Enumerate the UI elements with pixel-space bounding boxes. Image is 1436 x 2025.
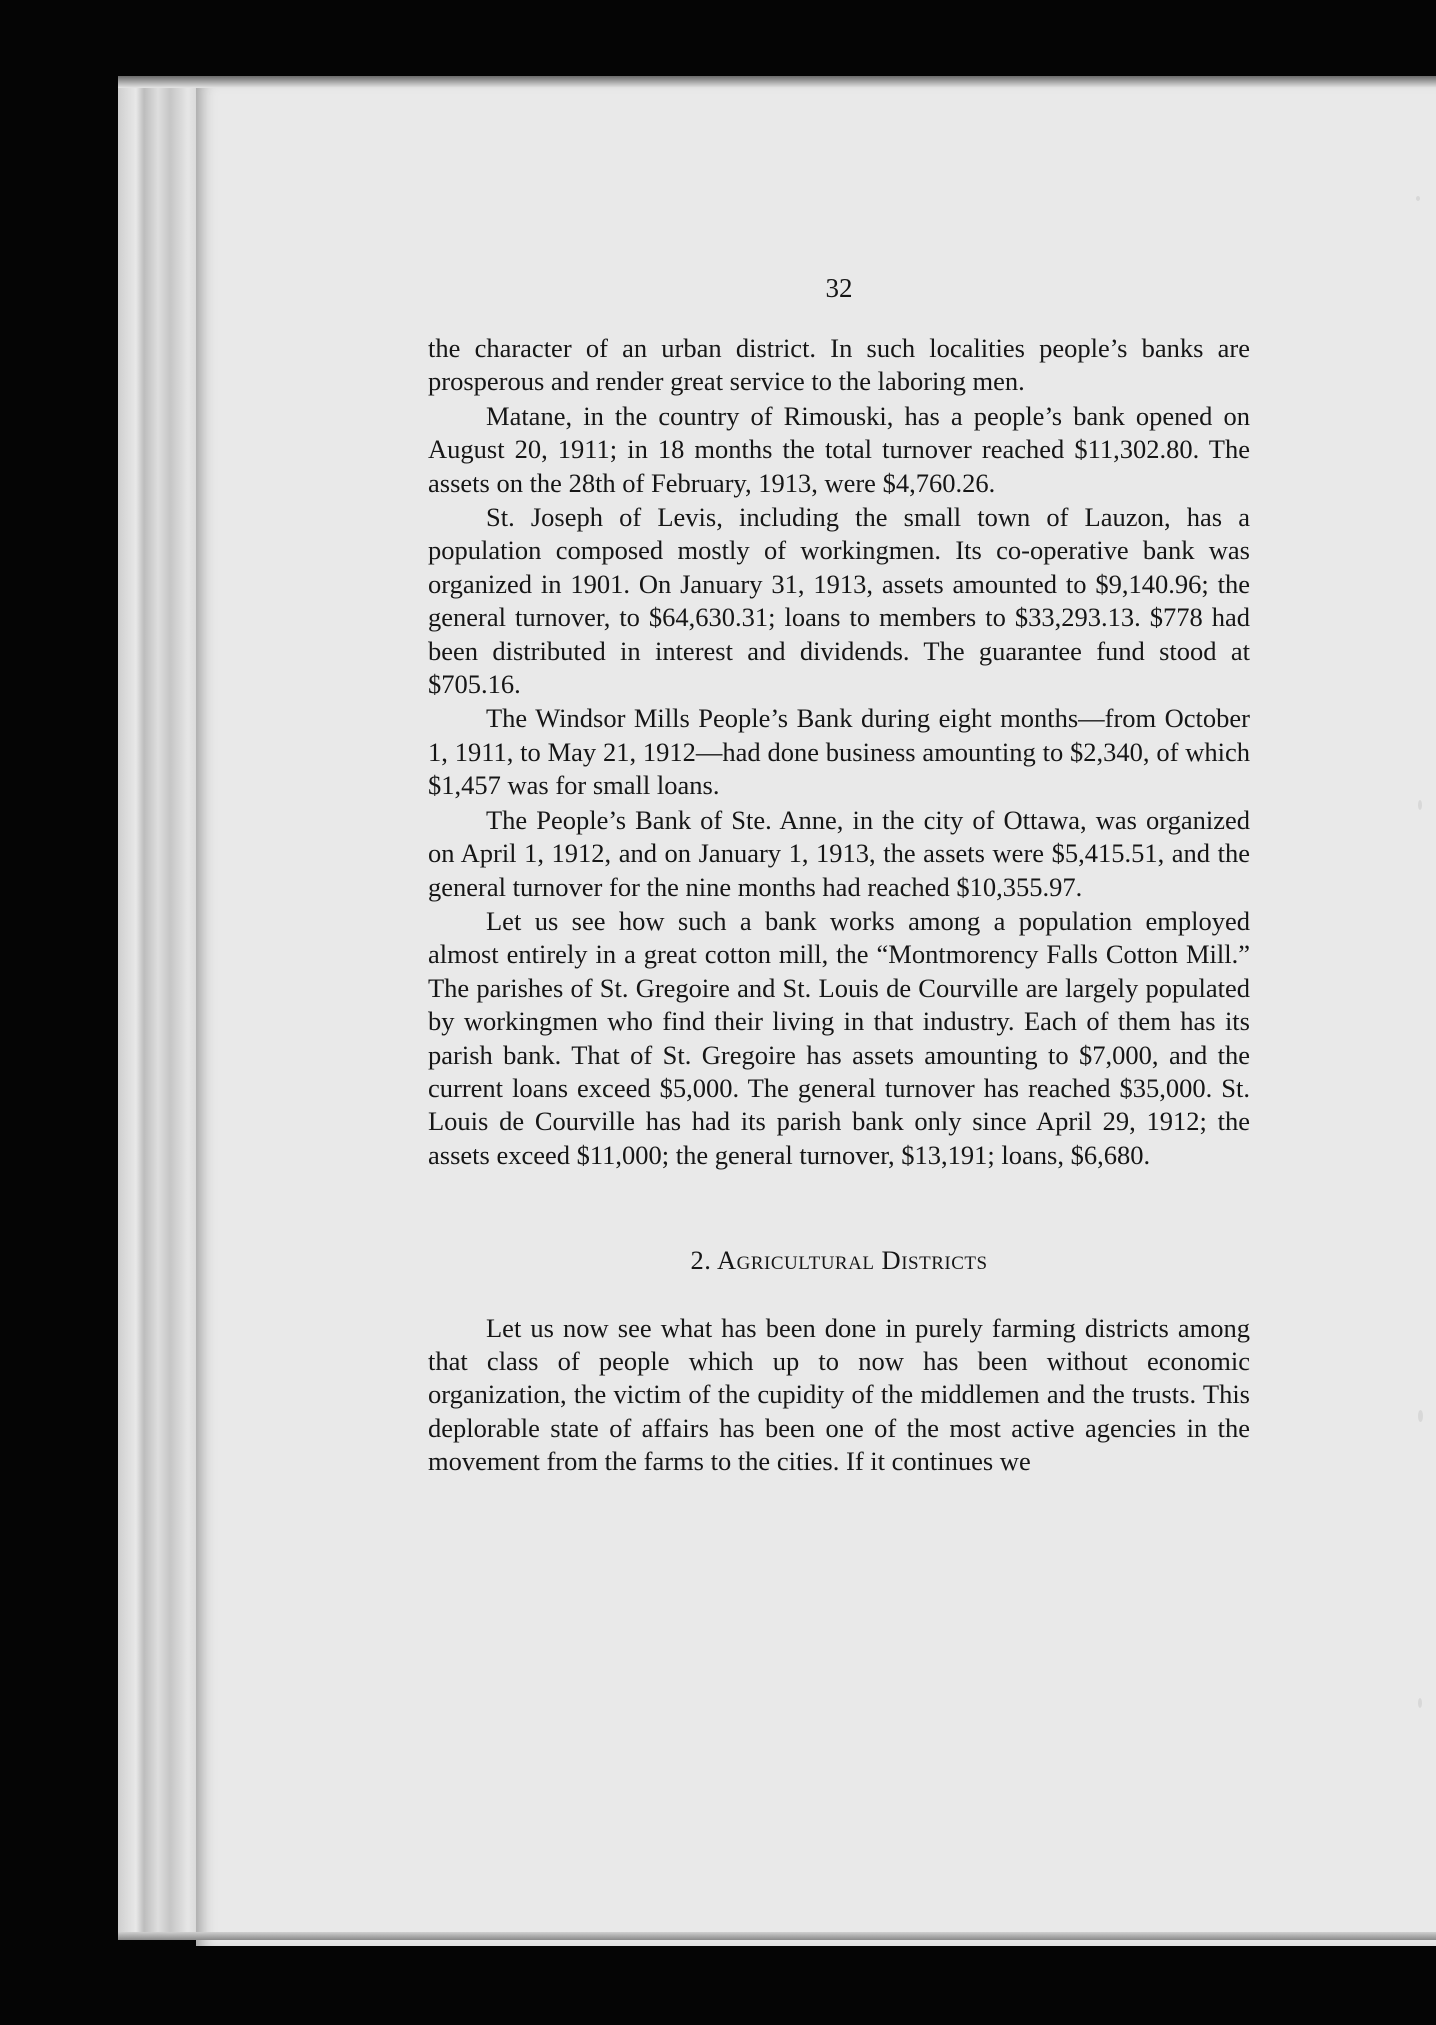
paragraph: Let us now see what has been done in purely farming districts among that class of people which up to now has been without economic organization, the victim of the cupidity of the middlemen and the trusts. This deplorable state of affairs has been one of the most active agencies in the movement from the farms to the cities. If it continues we [428, 1312, 1250, 1477]
page-number: 32 [825, 273, 853, 303]
paragraph: The People’s Bank of Ste. Anne, in the city of Ottawa, was organized on April 1, 1912, and on January 1, 1913, the assets were $5,415.51, and the general turnover for the nine months had reached $10,355.97. [428, 804, 1250, 902]
paragraph: Let us see how such a bank works among a population employed almost entirely in a great cotton mill, the “Montmorency Falls Cotton Mill.” The parishes of St. Gregoire and St. Louis de Courville are largely populated by workingmen who find their living in that industry. Each of them has its parish bank. That of St. Gregoire has assets amounting to $7,000, and the current loans exceed $5,000. The general turnover has reached $35,000. St. Louis de Courville has had its parish bank only since April 29, 1912; the assets exceed $11,000; the general turnover, $13,191; loans, $6,680. [428, 905, 1250, 1170]
page-bottom-edge [118, 1932, 1436, 1940]
scan-speck [1418, 800, 1422, 810]
paragraph: the character of an urban district. In such localities people’s banks are prosperous and render great service to the laboring men. [428, 333, 1250, 397]
paragraph: The Windsor Mills People’s Bank during eight months—from October 1, 1911, to May 21, 1912—had done business amounting to $2,340, of which $1,457 was for small loans. [428, 703, 1250, 801]
scan-speck [1416, 196, 1420, 201]
scan-speck [1418, 1410, 1423, 1422]
paragraph: Matane, in the country of Rimouski, has a people’s bank opened on August 20, 1911; in 18 months the total turnover reached $11,302.80. The assets on the 28th of February, 1913, were $4,760.26. [428, 400, 1250, 498]
page-top-edge [118, 76, 1436, 88]
paragraph: St. Joseph of Levis, including the small town of Lauzon, has a population composed mostly of workingmen. Its co-operative bank was organized in 1901. On January 31, 1913, assets amounted to $9,140.96; the general turnover, to $64,630.31; loans to members to $33,293.13. $778 had been distributed in interest and dividends. The guarantee fund stood at $705.16. [428, 502, 1250, 700]
scan-speck [1418, 1698, 1422, 1708]
section-heading: 2. Agricultural Districts [690, 1245, 988, 1276]
body-text [428, 332, 1250, 1480]
